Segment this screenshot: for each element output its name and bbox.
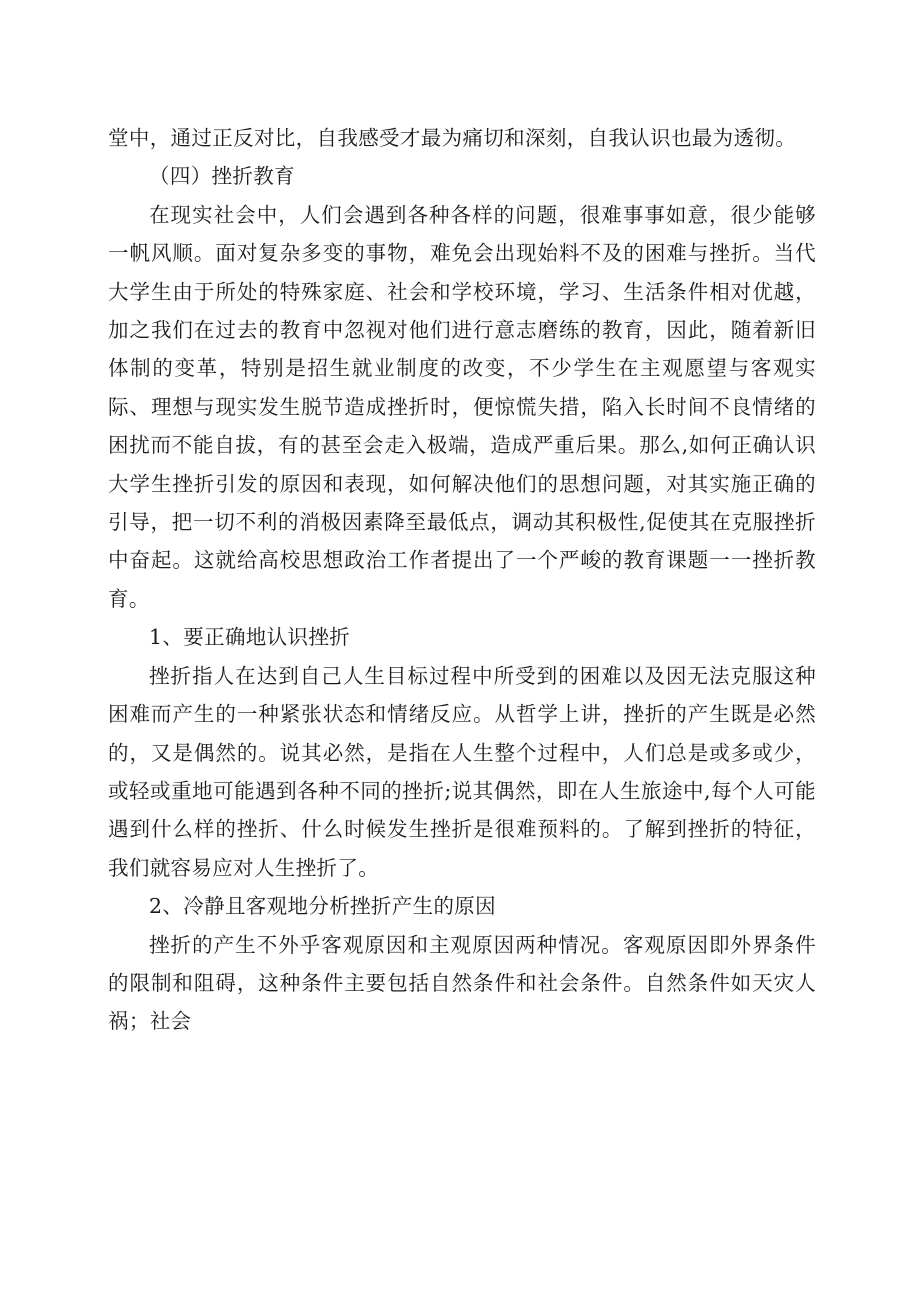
paragraph-frustration-definition: 挫折指人在达到自己人生目标过程中所受到的困难以及因无法克服这种困难而产生的一种紧张状态和情绪反应。从哲学上讲，挫折的产生既是必然的，又是偶然的。说其必然，是指在人生整个过程中，人们总是或多或少，或轻或重地可能遇到各种不同的挫折;说其偶然，即在人生旅途中,每个人可能遇到什么样的挫折、什么时候发生挫折是很难预料的。了解到挫折的特征，我们就容易应对人生挫折了。 bbox=[108, 663, 816, 880]
document-body bbox=[108, 119, 816, 1041]
subheading-analyze-causes: 2、冷静且客观地分析挫折产生的原因 bbox=[149, 894, 496, 919]
section-heading-frustration-education: （四）挫折教育 bbox=[149, 164, 295, 189]
paragraph-frustration-intro: 在现实社会中，人们会遇到各种各样的问题，很难事事如意，很少能够一帆风顺。面对复杂多变的事物，难免会出现始料不及的困难与挫折。当代大学生由于所处的特殊家庭、社会和学校环境，学习、生活条件相对优越，加之我们在过去的教育中忽视对他们进行意志磨练的教育，因此，随着新旧体制的变革，特别是招生就业制度的改变，不少学生在主观愿望与客观实际、理想与现实发生脱节造成挫折时，便惊慌失措，陷入长时间不良情绪的困扰而不能自拔，有的甚至会走入极端，造成严重后果。那么,如何正确认识大学生挫折引发的原因和表现，如何解决他们的思想问题，对其实施正确的引导，把一切不利的消极因素降至最低点，调动其积极性,促使其在克服挫折中奋起。这就给高校思想政治工作者提出了一个严峻的教育课题一一挫折教育。 bbox=[108, 202, 816, 611]
subheading-understand-frustration: 1、要正确地认识挫折 bbox=[149, 625, 351, 650]
paragraph-causes: 挫折的产生不外乎客观原因和主观原因两种情况。客观原因即外界条件的限制和阻碍，这种条件主要包括自然条件和社会条件。自然条件如天灾人祸；社会 bbox=[108, 932, 816, 1034]
paragraph-continuation: 堂中，通过正反对比，自我感受才最为痛切和深刻，自我认识也最为透彻。 bbox=[108, 126, 797, 150]
